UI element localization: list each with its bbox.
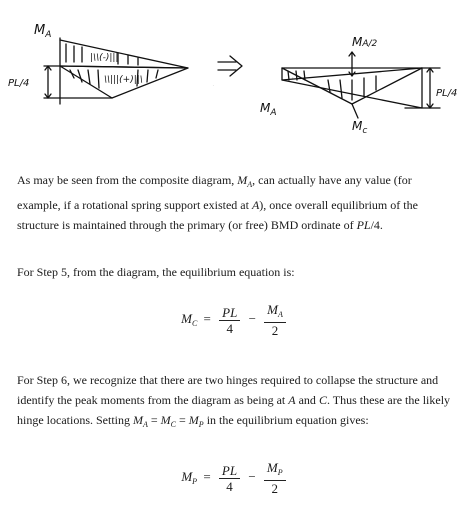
equation-step-5: $M_C$ = $\frac{PL}{4}$ − $\frac{M_A}{2}$ <box>0 302 469 338</box>
left-bmd-diagram <box>44 38 188 104</box>
fraction-mp-over-2: $\frac{M_P}{2}$ <box>264 460 286 496</box>
fraction-ma-over-2: $\frac{M_A}{2}$ <box>264 302 286 338</box>
paragraph-composite-diagram: As may be seen from the composite diagram, $M_A$, can actually have any value (for example, if a rotational spring support existed at A), once overall equilibrium of the structure is maintained through the primary (or free) BMD ordinate of PL/4. <box>17 173 418 232</box>
right-ma-label: $M_A$ <box>260 101 277 118</box>
left-pl4-label: PL/4 <box>8 78 30 89</box>
right-ma2-label: MA/2 <box>352 35 378 49</box>
right-pl4-label: PL/4 <box>436 88 458 99</box>
paragraph-step-6: For Step 6, we recognize that there are two hinges required to collapse the structure and identify the peak moments from the diagram as being at A and C. Thus these are the likely hinge locations. Setting $M_A = M_C = M_P$ in the equilibrium equation gives: <box>17 373 451 429</box>
fraction-pl-over-4: $\frac{PL}{4}$ <box>219 305 240 336</box>
left-ma-label: $M_A$ <box>34 23 52 40</box>
implies-arrow <box>218 56 242 76</box>
left-positive-region-label: \\|||(+)||\ <box>104 75 143 85</box>
fraction-pl-over-4-b: $\frac{PL}{4}$ <box>219 463 240 494</box>
left-negative-region-label: |\\(-)||| <box>90 53 119 63</box>
right-hatch-right: \\||| <box>330 92 332 93</box>
arrow-text: => <box>212 86 214 87</box>
equation-step-6: $M_P$ = $\frac{PL}{4}$ − $\frac{M_P}{2}$ <box>0 460 469 496</box>
paragraph-step-5: For Step 5, from the diagram, the equilibrium equation is: <box>17 265 295 279</box>
right-mc-label: $M_c$ <box>352 119 368 136</box>
right-hatch-left: ||\\ <box>292 78 294 79</box>
right-bmd-diagram <box>282 52 440 118</box>
bmd-sketch <box>0 0 469 140</box>
